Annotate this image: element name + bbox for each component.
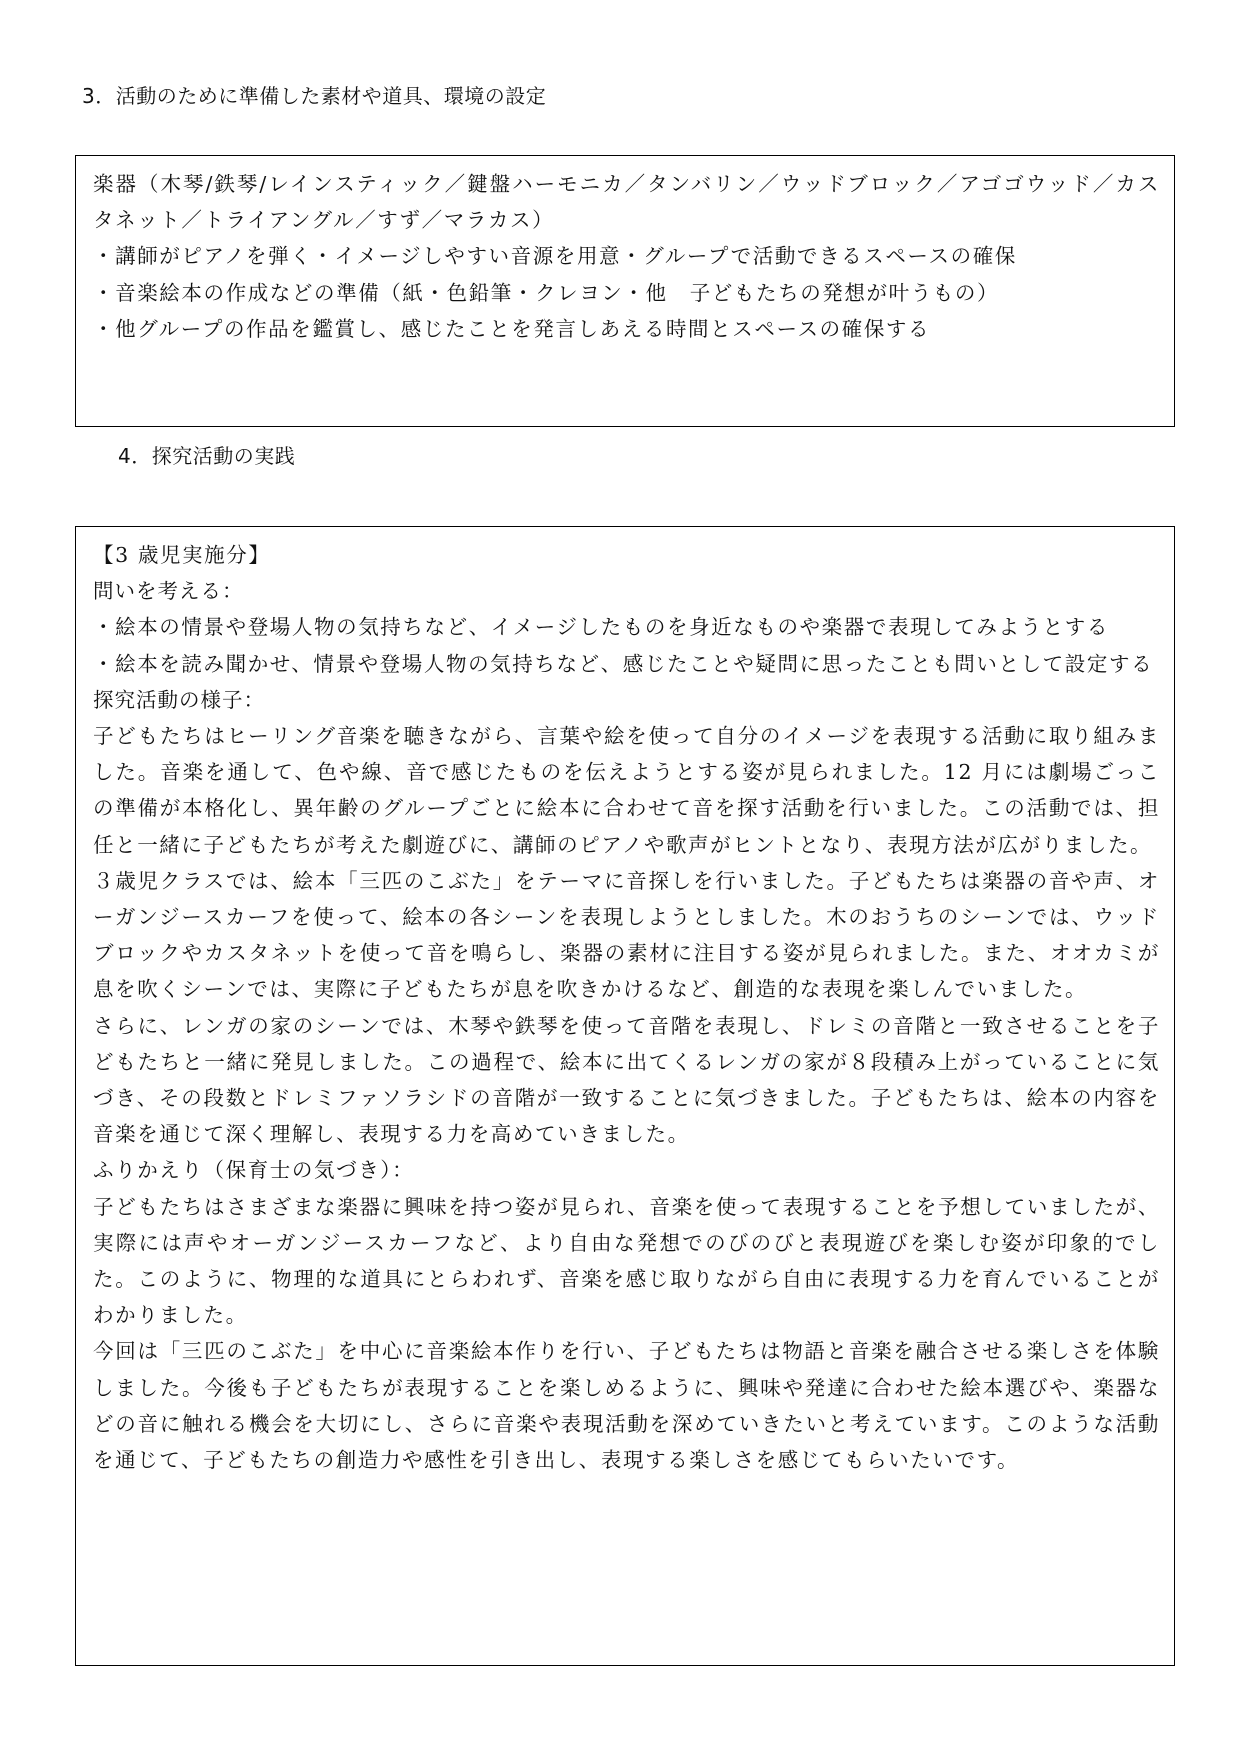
materials-box (75, 155, 1175, 427)
practice-box (75, 526, 1175, 1666)
question-item: ・絵本の情景や登場人物の気持ちなど、イメージしたものを身近なものや楽器で表現してみようとする (93, 615, 1109, 640)
section-3-heading: 3．活動のために準備した素材や道具、環境の設定 (82, 84, 547, 108)
activity-paragraph: さらに、レンガの家のシーンでは、木琴や鉄琴を使って音階を表現し、ドレミの音階と一致させることを子どもたちと一緒に発見しました。この過程で、絵本に出てくるレンガの家が８段積み上がっていることに気づき、その段数とドレミファソラシドの音階が一致することに気づきました。子どもたちは、絵本の内容を音楽を通じて深く理解し、表現する力を高めていきました。 (93, 1013, 1160, 1147)
activity-label: 探究活動の様子： (93, 687, 265, 712)
materials-line: ・音楽絵本の作成などの準備（紙・色鉛筆・クレヨン・他 子どもたちの発想が叶うもの） (93, 280, 1000, 305)
section-4-heading: 4．探究活動の実践 (118, 444, 296, 468)
activity-paragraph: 子どもたちはヒーリング音楽を聴きながら、言葉や絵を使って自分のイメージを表現する活動に取り組みました。音楽を通して、色や線、音で感じたものを伝えようとする姿が見られました。12 月には劇場ごっこの準備が本格化し、異年齢のグループごとに絵本に合わせて音を探す活動を行いました。この活動では、担任と一緒に子どもたちが考えた劇遊びに、講師のピアノや歌声がヒントとなり、表現方法が広がりました。 (93, 724, 1160, 857)
reflection-paragraph: 今回は「三匹のこぶた」を中心に音楽絵本作りを行い、子どもたちは物語と音楽を融合させる楽しさを体験しました。今後も子どもたちが表現することを楽しめるように、興味や発達に合わせた絵本選びや、楽器などの音に触れる機会を大切にし、さらに音楽や表現活動を深めていきたいと考えています。このような活動を通じて、子どもたちの創造力や感性を引き出し、表現する楽しさを感じてもらいたいです。 (93, 1339, 1160, 1473)
reflection-label: ふりかえり（保育士の気づき）： (93, 1158, 415, 1183)
instrument-list-line: 楽器（木琴/鉄琴/レインスティック／鍵盤ハーモニカ／タンバリン／ウッドブロック／アゴゴウッド／カスタネット／トライアングル／すず／マラカス） (93, 172, 1160, 233)
activity-paragraph: ３歳児クラスでは、絵本「三匹のこぶた」をテーマに音探しを行いました。子どもたちは楽器の音や声、オーガンジースカーフを使って、絵本の各シーンを表現しようとしました。木のおうちのシーンでは、ウッドブロックやカスタネットを使って音を鳴らし、楽器の素材に注目する姿が見られました。また、オオカミが息を吹くシーンでは、実際に子どもたちが息を吹きかけるなど、創造的な表現を楽しんでいました。 (93, 868, 1160, 1002)
practice-title: 【3 歳児実施分】 (93, 543, 271, 567)
questions-label: 問いを考える： (93, 579, 244, 604)
reflection-paragraph: 子どもたちはさまざまな楽器に興味を持つ姿が見られ、音楽を使って表現することを予想していましたが、実際には声やオーガンジースカーフなど、より自由な発想でのびのびと表現遊びを楽しむ姿が印象的でした。このように、物理的な道具にとらわれず、音楽を感じ取りながら自由に表現する力を育んでいることがわかりました。 (93, 1194, 1160, 1328)
question-item: ・絵本を読み聞かせ、情景や登場人物の気持ちなど、感じたことや疑問に思ったことも問いとして設定する (93, 651, 1154, 676)
materials-line: ・他グループの作品を鑑賞し、感じたことを発言しあえる時間とスペースの確保する (93, 316, 931, 341)
materials-line: ・講師がピアノを弾く・イメージしやすい音源を用意・グループで活動できるスペースの確保 (93, 244, 1017, 269)
